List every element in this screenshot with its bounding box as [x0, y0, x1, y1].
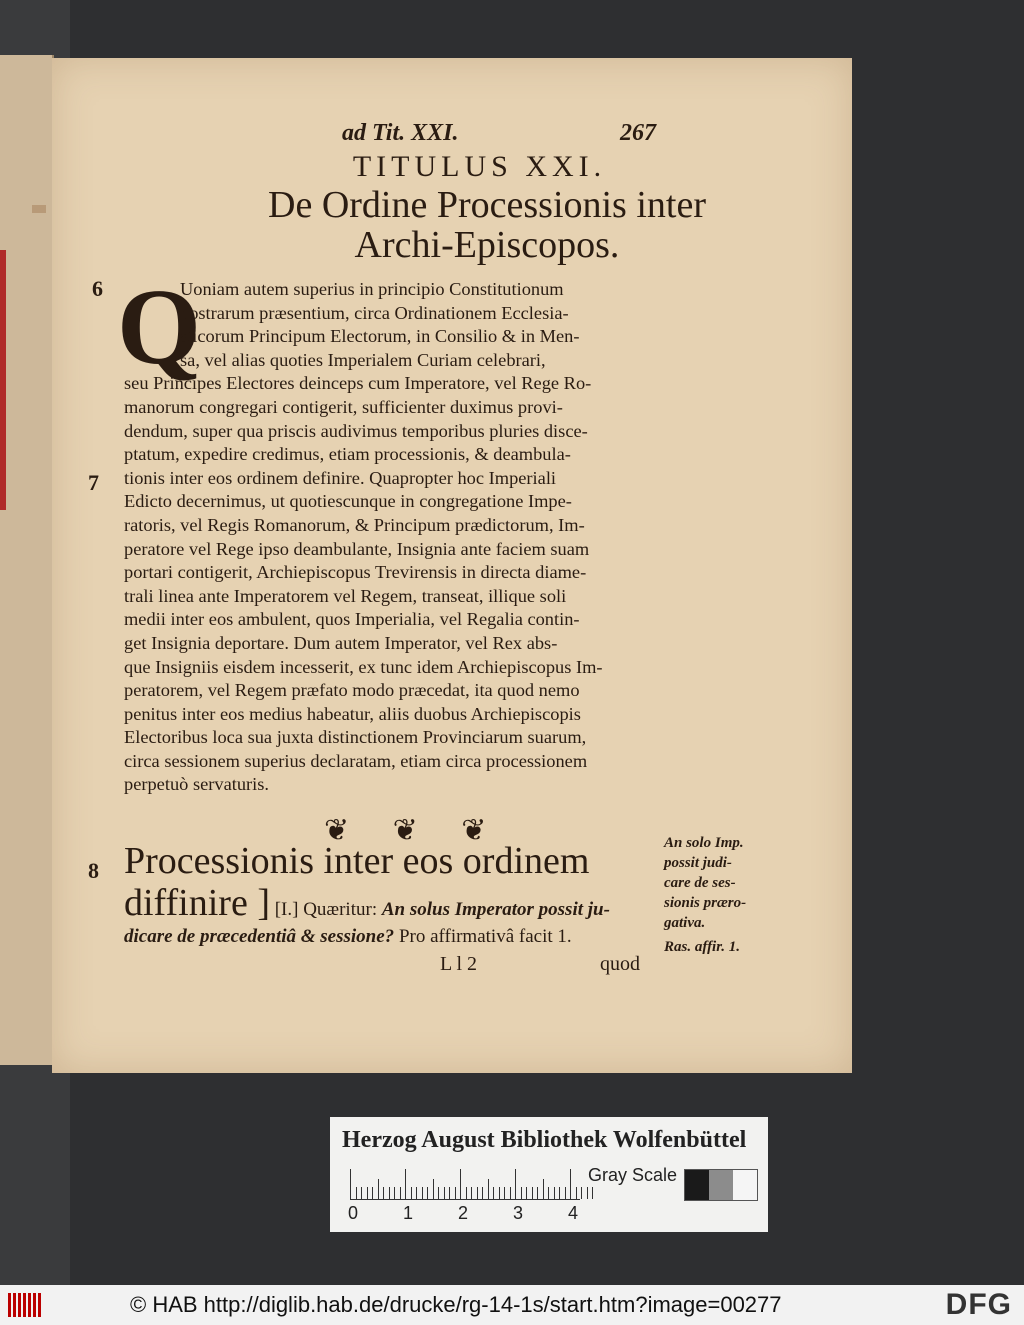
ruler-tick	[554, 1187, 555, 1199]
ruler-tick	[504, 1187, 505, 1199]
chapter-heading-line1: De Ordine Processionis inter	[268, 184, 706, 226]
viewer-footer	[0, 1285, 1024, 1325]
margin-number-8: 8	[88, 858, 99, 883]
ruler-tick	[592, 1187, 593, 1199]
marginal-note-line: sionis præro-	[664, 895, 747, 911]
ruler-tick	[438, 1187, 439, 1199]
marginal-note	[664, 833, 784, 957]
body-line: ptatum, expedire credimus, etiam processionis, & deambula-	[124, 444, 571, 465]
ruler-tick	[515, 1169, 516, 1199]
folio-number: 267	[620, 120, 656, 146]
body-line: penitus inter eos medius habeatur, aliis duobus Archiepiscopis	[124, 703, 581, 724]
previous-page-edge	[0, 55, 54, 1065]
scale-ruler	[350, 1165, 580, 1200]
ruler-tick	[581, 1187, 582, 1199]
section-heading-cont: diffinire ]	[124, 882, 270, 924]
ruler-tick	[493, 1187, 494, 1199]
gray-swatch	[733, 1170, 757, 1200]
marginal-note-line: care de ses-	[664, 875, 736, 891]
ruler-tick	[361, 1187, 362, 1199]
ruler-tick	[367, 1187, 368, 1199]
body-line: seu Principes Electores deinceps cum Imperatore, vel Rege Ro-	[124, 373, 592, 394]
ruler-tick	[455, 1187, 456, 1199]
ruler-label-1: 1	[403, 1203, 414, 1223]
ruler-tick	[526, 1187, 527, 1199]
ruler-tick	[543, 1179, 544, 1199]
ruler-tick	[433, 1179, 434, 1199]
ruler-tick	[460, 1169, 461, 1199]
body-line: que Insigniis eisdem incesserit, ex tunc idem Archiepiscopus Im-	[124, 656, 603, 677]
section-answer: Pro affirmativâ facit 1.	[398, 926, 572, 947]
ruler-tick	[510, 1187, 511, 1199]
ruler-tick	[471, 1187, 472, 1199]
ruler-tick	[378, 1179, 379, 1199]
gray-swatches	[684, 1169, 758, 1201]
body-line: get Insignia deportare. Dum autem Imperator, vel Rex abs-	[124, 632, 558, 653]
body-line: dendum, super qua priscis audivimus temporibus pluries disce-	[124, 420, 588, 441]
section-question-italic: An solus Imperator possit ju-	[381, 899, 610, 920]
body-line: Uoniam autem superius in principio Constitutionum	[180, 279, 564, 299]
ruler-tick	[405, 1169, 406, 1199]
ruler-tick	[466, 1187, 467, 1199]
body-line: manorum congregari contigerit, sufficienter duximus provi-	[124, 396, 563, 417]
ruler-tick	[427, 1187, 428, 1199]
ruler-tick	[416, 1187, 417, 1199]
body-line: sa, vel alias quoties Imperialem Curiam celebrari,	[180, 349, 546, 370]
body-line: peratore vel Rege ipso deambulante, Insignia ante faciem suam	[124, 538, 590, 559]
ruler-tick	[521, 1187, 522, 1199]
copyright-url[interactable]: © HAB http://diglib.hab.de/drucke/rg-14-1s/start.htm?image=00277	[130, 1292, 782, 1317]
gray-swatch	[709, 1170, 733, 1200]
body-line: tionis inter eos ordinem definire. Quapropter hoc Imperiali	[124, 467, 557, 488]
ruler-label-0: 0	[348, 1203, 359, 1223]
body-line: Edicto decernimus, ut quotiescunque in congregatione Impe-	[124, 491, 572, 512]
dfg-logo: DFG	[945, 1288, 1012, 1321]
margin-number-7: 7	[88, 470, 99, 495]
ruler-tick	[350, 1169, 351, 1199]
hab-logo-icon	[8, 1293, 48, 1317]
ruler-tick	[559, 1187, 560, 1199]
body-line: portari contigerit, Archiepiscopus Trevirensis in directa diame-	[124, 562, 587, 583]
ruler-tick	[449, 1187, 450, 1199]
body-text	[124, 278, 664, 797]
marginal-note-line: gativa.	[664, 915, 706, 931]
ruler-tick	[482, 1187, 483, 1199]
book-page	[52, 58, 852, 1073]
ruler-tick	[565, 1187, 566, 1199]
color-reference-card	[330, 1117, 768, 1232]
ruler-tick	[394, 1187, 395, 1199]
ruler-tick	[576, 1187, 577, 1199]
chapter-heading-line2: Archi-Episcopos.	[354, 224, 620, 266]
signature-mark: L l 2	[440, 953, 478, 975]
body-line: medii inter eos ambulent, quos Imperialia, vel Regalia contin-	[124, 609, 580, 630]
body-line: perpetuò servaturis.	[124, 774, 270, 795]
body-line: nostrarum præsentium, circa Ordinationem Ecclesia-	[180, 302, 569, 323]
ruler-tick	[488, 1179, 489, 1199]
ruler-tick	[383, 1187, 384, 1199]
ruler-label-4: 4	[568, 1203, 579, 1223]
ruler-tick	[537, 1187, 538, 1199]
marginal-note-line: Ras. affir. 1.	[664, 939, 740, 955]
binding-strip	[0, 250, 6, 510]
body-line: circa sessionem superius declaratam, etiam circa processionem	[124, 750, 588, 771]
body-line: sticorum Principum Electorum, in Consilio & in Men-	[180, 326, 580, 347]
ruler-tick	[444, 1187, 445, 1199]
section-heading: Processionis inter eos ordinem	[124, 840, 590, 882]
marginal-note-line: possit judi-	[664, 855, 732, 871]
body-line: trali linea ante Imperatorem vel Regem, transeat, illique soli	[124, 585, 567, 606]
gray-swatch	[685, 1170, 709, 1200]
catchword: quod	[600, 953, 640, 975]
ruler-tick	[477, 1187, 478, 1199]
library-name: Herzog August Bibliothek Wolfenbüttel	[342, 1127, 747, 1153]
marginal-note-line: An solo Imp.	[664, 835, 744, 851]
ruler-tick	[499, 1187, 500, 1199]
titulus-heading: TITULUS XXI.	[352, 150, 607, 183]
ruler-tick	[372, 1187, 373, 1199]
ruler-tick	[400, 1187, 401, 1199]
ruler-label-2: 2	[458, 1203, 469, 1223]
gray-scale-label: Gray Scale	[588, 1165, 678, 1185]
ruler-tick	[587, 1187, 588, 1199]
section-question-italic-2: dicare de præcedentiâ & sessione?	[124, 926, 395, 947]
body-line: Electoribus loca sua juxta distinctionem Provinciarum suarum,	[124, 727, 587, 748]
chapter-heading	[52, 185, 852, 265]
body-line: peratorem, vel Regem præfato modo præcedat, ita quod nemo	[124, 680, 580, 701]
ornament-divider: ❦ ❦ ❦	[324, 814, 505, 847]
ruler-tick	[532, 1187, 533, 1199]
ruler-tick	[356, 1187, 357, 1199]
section-question-label: [I.] Quæritur:	[274, 899, 378, 920]
commentary-section	[124, 840, 714, 950]
ruler-tick	[570, 1169, 571, 1199]
body-line: ratoris, vel Regis Romanorum, & Principum prædictorum, Im-	[124, 514, 585, 535]
ruler-tick	[389, 1187, 390, 1199]
ruler-label-3: 3	[513, 1203, 524, 1223]
ruler-tick	[548, 1187, 549, 1199]
drop-cap: Q	[117, 268, 202, 387]
running-head: ad Tit. XXI.	[342, 120, 459, 146]
ruler-tick	[411, 1187, 412, 1199]
ruler-tick	[422, 1187, 423, 1199]
margin-number-6: 6	[92, 276, 103, 301]
